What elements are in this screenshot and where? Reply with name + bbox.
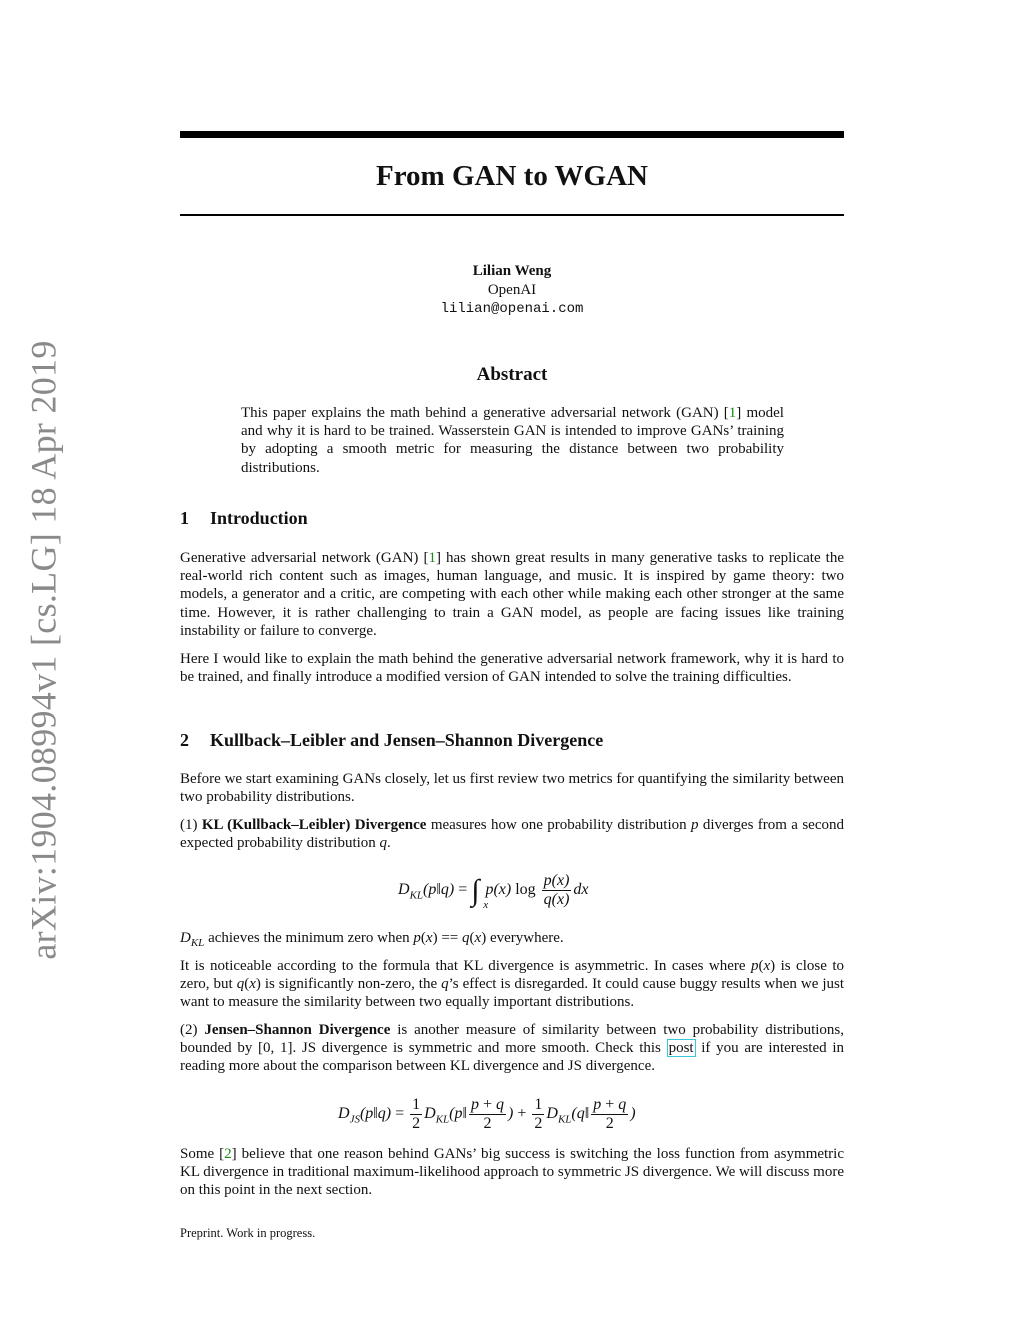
paragraph-text: Generative adversarial network (GAN) [ xyxy=(180,550,429,566)
paragraph-text: (1) xyxy=(180,817,202,833)
js-equation: $D_{JS}(p‖q)$ = $\frac{1}{2}$ $D_{KL}(p‖$ $\frac{p + q}{2}$ ) + $\frac{1}{2}$ $D_{KL}(q‖$ $\frac{p + q}{2}$ ) xyxy=(338,1096,636,1132)
section-number: 1 xyxy=(180,508,189,528)
author-email: lilian@openai.com xyxy=(440,301,584,317)
math-var: q xyxy=(379,835,388,852)
kl-minimum-paragraph: $D_{KL}$ achieves the minimum zero when p(x) == q(x) everywhere. xyxy=(180,930,564,949)
abstract-text: ] model and why it is hard to be trained. Wasserstein GAN is intended to improve GANs’ training by adopting a smooth metric for measuring the distance between two probability distributions. xyxy=(241,405,784,476)
arxiv-stamp xyxy=(14,340,74,960)
author-affiliation: OpenAI xyxy=(487,282,537,298)
js-definition-paragraph xyxy=(180,1021,844,1076)
section-heading-introduction xyxy=(180,508,308,529)
title-rule-top xyxy=(180,131,844,138)
author-name: Lilian Weng xyxy=(472,263,552,279)
post-link[interactable]: post xyxy=(668,1040,694,1057)
math-interval: [0, 1] xyxy=(258,1040,293,1057)
paragraph-text: Some [ xyxy=(180,1146,225,1162)
paragraph-text: ] has shown great results in many generative tasks to replicate the real-world rich content such as images, human language, and music. It is inspired by game theory: two models, a generator and a critic, are competing with each other while making each other stronger at the same time. However, it is rather challenging to train a GAN model, as people are facing issues like training instability or failure to converge. xyxy=(180,550,844,639)
section-heading-divergence xyxy=(180,730,603,751)
paragraph-text: diverges from a second expected probability distribution xyxy=(180,817,844,852)
intro-paragraph-1 xyxy=(180,549,844,640)
abstract-heading: Abstract xyxy=(476,364,548,385)
abstract-body xyxy=(241,404,784,477)
paragraph-text: is significantly non-zero, the xyxy=(260,976,442,993)
section-title: Kullback–Leibler and Jensen–Shannon Divergence xyxy=(210,730,604,750)
abstract-text: This paper explains the math behind a generative adversarial network (GAN) [ xyxy=(241,405,729,421)
paragraph-text: is close to zero, but xyxy=(180,958,844,993)
citation-link[interactable]: 2 xyxy=(224,1146,232,1162)
paragraph-text: achieves the minimum zero when xyxy=(204,930,414,946)
citation-link[interactable]: 1 xyxy=(428,550,436,566)
paragraph-text: measures how one probability distribution xyxy=(426,817,691,833)
paragraph-text: . JS divergence is symmetric and more smooth. Check this xyxy=(292,1040,667,1057)
author-block xyxy=(180,262,844,319)
paragraph-text: It is noticeable according to the formula that KL divergence is asymmetric. In cases where xyxy=(180,958,751,974)
paragraph-text: is another measure of similarity between two probability distributions, bounded by xyxy=(180,1022,844,1057)
paragraph-text: (2) xyxy=(180,1022,205,1038)
citation-link[interactable]: 1 xyxy=(728,405,737,421)
kl-equation: $D_{KL}(p‖q)$ = ∫ x p(x) log $\frac{p(x)}{q(x)}$ dx xyxy=(398,872,589,911)
preprint-footnote: Preprint. Work in progress. xyxy=(180,1226,316,1240)
math-var: p xyxy=(690,817,699,833)
paragraph-text: everywhere. xyxy=(486,930,564,946)
kl-term: KL (Kullback–Leibler) Divergence xyxy=(201,817,427,833)
paragraph-text: ’s effect is disregarded. It could cause buggy results when we just want to measure the similarity between two equally important distributions. xyxy=(180,976,845,1011)
section-number: 2 xyxy=(180,730,189,750)
arxiv-id-text: arXiv:1904.08994v1 [cs.LG] 18 Apr 2019 xyxy=(24,340,65,960)
gan-success-paragraph xyxy=(180,1145,844,1200)
paragraph-text: if you are interested in reading more about the comparison between KL divergence and JS divergence. xyxy=(180,1040,844,1075)
kl-definition-paragraph xyxy=(180,816,844,852)
section-title: Introduction xyxy=(210,508,308,528)
paper-title: From GAN to WGAN xyxy=(376,160,648,192)
paragraph-text: ] believe that one reason behind GANs’ big success is switching the loss function from asymmetric KL divergence in traditional maximum-likelihood approach to symmetric JS divergence. We will discuss more on this point in the next section. xyxy=(180,1146,845,1199)
js-term: Jensen–Shannon Divergence xyxy=(204,1022,391,1038)
asymmetry-paragraph: It is noticeable according to the formula that KL divergence is asymmetric. In cases where p(x) is close to zero, but q(x) is significantly non-zero, the q’s effect is disregarded. It could cause buggy results when we just want to measure the similarity between two equally important distributions. xyxy=(180,958,845,1011)
title-rule-bottom xyxy=(180,214,844,216)
intro-paragraph-2: Here I would like to explain the math behind the generative adversarial network framework, why it is hard to be trained, and finally introduce a modified version of GAN intended to solve the training difficulties. xyxy=(180,651,844,686)
paragraph-text: . xyxy=(387,835,391,852)
divergence-intro-paragraph: Before we start examining GANs closely, let us first review two metrics for quantifying the similarity between two probability distributions. xyxy=(180,771,844,806)
